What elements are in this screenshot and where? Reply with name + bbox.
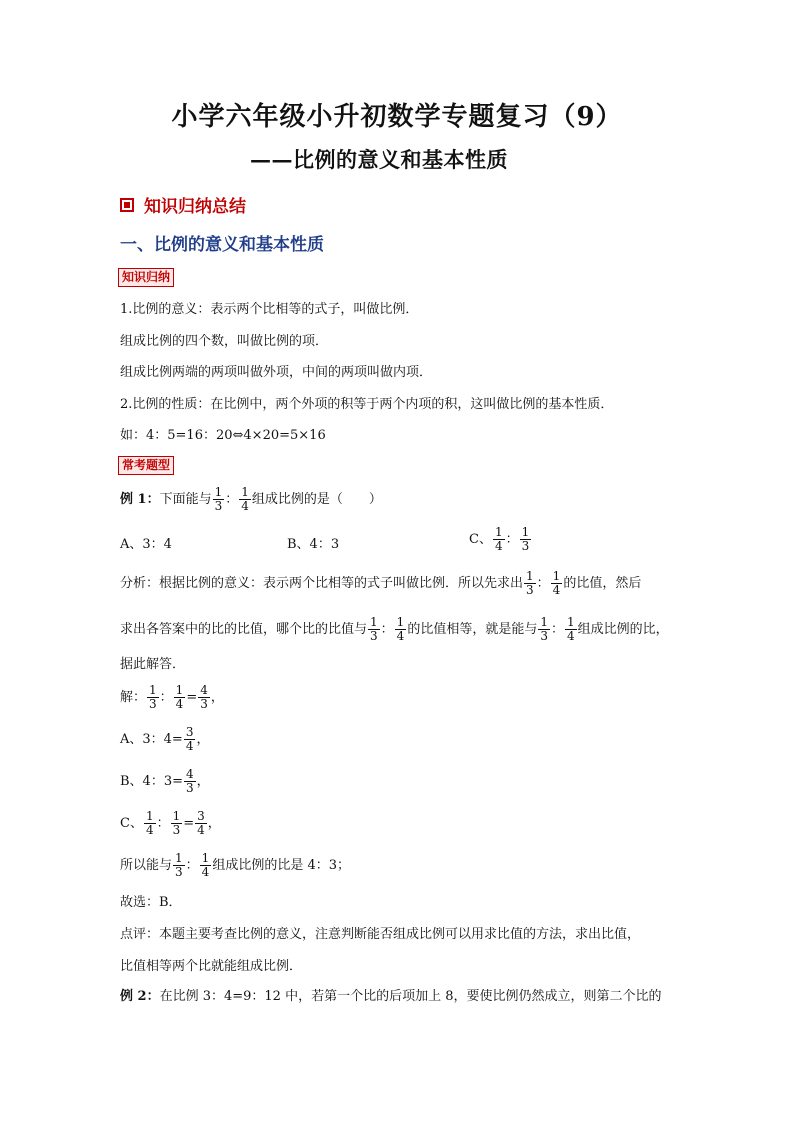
math-text: 3 xyxy=(186,781,194,795)
math-text: 4 xyxy=(552,583,561,597)
fraction-1-4 xyxy=(174,684,186,711)
example-2-text: 在比例 3：4=9：12 中，若第一个比的后项加上 8，要使比例仍然成立，则第二个比的 xyxy=(159,989,662,1004)
fraction-1-4 xyxy=(144,810,156,837)
section-heading xyxy=(120,192,246,217)
knowledge-line-2: 组成比例的四个数，叫做比例的项． xyxy=(120,334,329,349)
fraction-1-3 xyxy=(147,684,159,711)
math-text: A、3：4= xyxy=(120,731,183,747)
fraction-3-4 xyxy=(184,726,196,753)
square-bullet-icon xyxy=(120,198,134,212)
math-text: 组成比例的比是 4：3； xyxy=(212,857,350,873)
math-text: 4 xyxy=(494,539,503,553)
math-text: = xyxy=(183,815,195,831)
solution-b xyxy=(120,768,210,795)
analysis-line-1 xyxy=(120,570,641,597)
option-a: A、3：4 xyxy=(120,537,172,552)
fraction-1-3 xyxy=(524,570,536,597)
math-text: ： xyxy=(550,621,564,637)
example-1-label: 例 1： xyxy=(120,491,160,507)
math-text: 1 xyxy=(241,485,249,499)
math-text: 1 xyxy=(175,683,184,697)
math-text: 1 xyxy=(172,809,181,823)
math-text: 4 xyxy=(186,767,194,781)
colon: ： xyxy=(225,491,239,507)
fraction-1-4 xyxy=(565,616,577,643)
math-text: 4 xyxy=(145,823,154,837)
math-text: 3 xyxy=(197,809,205,823)
math-text: 4 xyxy=(185,739,194,753)
math-text: 3 xyxy=(370,629,378,643)
math-text: ： xyxy=(380,621,394,637)
math-text: 1 xyxy=(494,525,503,539)
math-text: 3 xyxy=(149,697,157,711)
knowledge-line-5: 如：4：5=16：20⇔4×20=5×16 xyxy=(120,428,326,443)
math-text: 所以能与 xyxy=(120,857,173,873)
example-1-question xyxy=(120,486,382,513)
math-text: 3 xyxy=(526,583,534,597)
section-heading-text: 知识归纳总结 xyxy=(144,197,246,217)
math-text: 分析：根据比例的意义：表示两个比相等的式子叫做比例．所以先求出 xyxy=(120,575,524,591)
analysis-line-3: 据此解答． xyxy=(120,657,186,672)
math-text: 1 xyxy=(370,615,378,629)
fraction-1-4 xyxy=(239,486,251,513)
math-text: 1 xyxy=(145,809,154,823)
example-1-question-text: 下面能与 xyxy=(159,491,212,507)
math-text: 的比值相等，就是能与 xyxy=(407,621,538,637)
math-text: 4 xyxy=(396,629,405,643)
knowledge-line-1: 1.比例的意义：表示两个比相等的式子，叫做比例． xyxy=(120,302,419,317)
math-text: ： xyxy=(185,857,199,873)
page-title: 小学六年级小升初数学专题复习（9） xyxy=(171,102,623,132)
math-text: ， xyxy=(210,689,224,705)
math-text: 3 xyxy=(200,697,208,711)
fraction-1-4 xyxy=(200,852,212,879)
math-text: 的比值，然后 xyxy=(563,575,642,591)
math-text: 3 xyxy=(185,725,194,739)
fraction-3-4 xyxy=(195,810,207,837)
math-text: C、 xyxy=(120,815,143,831)
knowledge-line-3: 组成比例两端的两项叫做外项，中间的两项叫做内项． xyxy=(120,365,433,380)
example-1-question-end: 组成比例的是（ ） xyxy=(251,491,382,507)
page-subtitle: ——比例的意义和基本性质 xyxy=(250,147,508,172)
math-text: ， xyxy=(196,731,210,747)
math-text: 4 xyxy=(197,823,205,837)
fraction-4-3 xyxy=(198,684,210,711)
math-text: ： xyxy=(505,531,519,547)
example-2-label: 例 2： xyxy=(120,989,160,1004)
math-text: 解： xyxy=(120,689,147,705)
fraction-1-3 xyxy=(520,526,532,553)
math-text: 4 xyxy=(200,683,208,697)
topic-heading: 一、比例的意义和基本性质 xyxy=(120,235,324,255)
math-text: 1 xyxy=(566,615,575,629)
math-text: C、 xyxy=(469,531,492,547)
math-text: 3 xyxy=(175,865,183,879)
math-text: 3 xyxy=(172,823,181,837)
fraction-1-4 xyxy=(551,570,563,597)
fraction-1-4 xyxy=(493,526,505,553)
fraction-1-4 xyxy=(395,616,407,643)
option-c xyxy=(469,526,532,553)
fraction-1-3 xyxy=(538,616,550,643)
math-text: ， xyxy=(196,773,210,789)
math-text: 1 xyxy=(540,615,548,629)
math-text: ， xyxy=(207,815,221,831)
option-b: B、4：3 xyxy=(287,537,340,552)
math-text: 4 xyxy=(201,865,210,879)
math-text: 1 xyxy=(149,683,157,697)
analysis-line-2 xyxy=(120,616,669,643)
math-text: 4 xyxy=(566,629,575,643)
answer-choice: 故选：B． xyxy=(120,895,182,910)
math-text: 4 xyxy=(241,499,249,513)
conclusion-line xyxy=(120,852,350,879)
math-text: B、4：3= xyxy=(120,773,183,789)
solution-a xyxy=(120,726,209,753)
math-text: 1 xyxy=(521,525,530,539)
solution-line xyxy=(120,684,224,711)
math-text: 3 xyxy=(521,539,530,553)
math-text: ： xyxy=(536,575,550,591)
math-text: 4 xyxy=(175,697,184,711)
fraction-1-3 xyxy=(173,852,185,879)
math-text: = xyxy=(186,689,198,705)
tag-knowledge: 知识归纳 xyxy=(118,268,174,287)
math-text: 1 xyxy=(175,851,183,865)
fraction-1-3 xyxy=(171,810,183,837)
math-text: 求出各答案中的比的比值，哪个比的比值与 xyxy=(120,621,368,637)
math-text: ： xyxy=(159,689,173,705)
tag-common-questions: 常考题型 xyxy=(118,456,174,475)
fraction-1-3 xyxy=(368,616,380,643)
fraction-1-3 xyxy=(213,486,225,513)
math-text: 组成比例的比， xyxy=(577,621,669,637)
comment-line-2: 比值相等两个比就能组成比例． xyxy=(120,959,303,974)
math-text: 3 xyxy=(214,499,223,513)
math-text: 1 xyxy=(201,851,210,865)
fraction-4-3 xyxy=(184,768,196,795)
math-text: 1 xyxy=(396,615,405,629)
solution-c xyxy=(120,810,221,837)
comment-line-1: 点评：本题主要考查比例的意义，注意判断能否组成比例可以用求比值的方法，求出比值， xyxy=(120,927,641,942)
math-text: 3 xyxy=(540,629,548,643)
example-2-question xyxy=(120,988,662,1006)
math-text: ： xyxy=(156,815,170,831)
math-text: 1 xyxy=(552,569,561,583)
math-text: 1 xyxy=(526,569,534,583)
math-text: 1 xyxy=(214,485,223,499)
knowledge-line-4: 2.比例的性质：在比例中，两个外项的积等于两个内项的积，这叫做比例的基本性质． xyxy=(120,397,614,412)
